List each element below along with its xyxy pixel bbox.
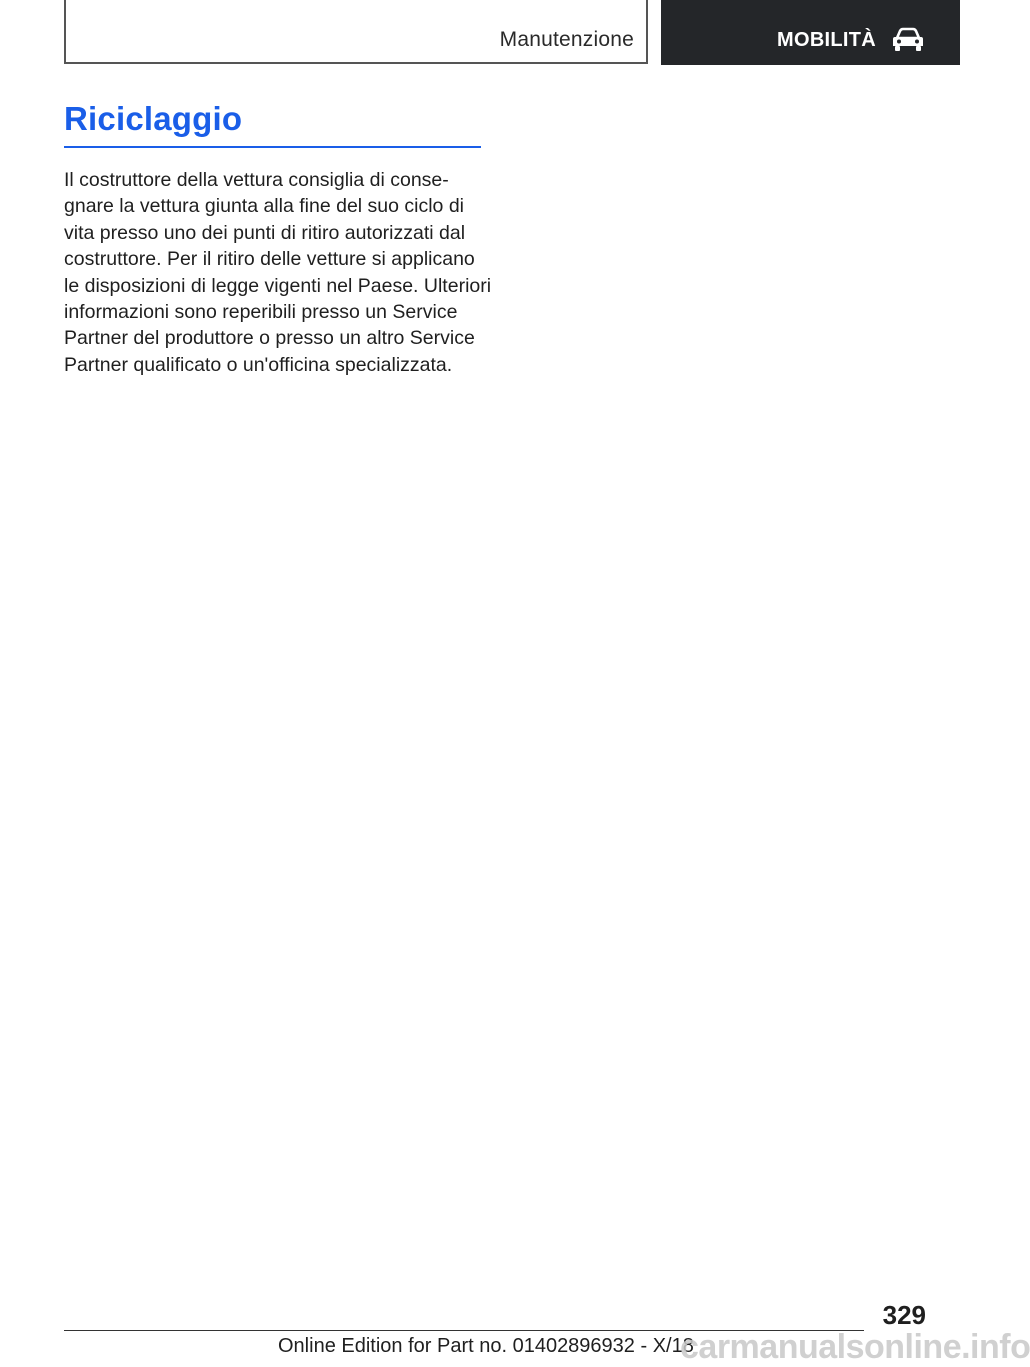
- paragraph-line: informazioni sono reperibili presso un Service: [64, 301, 458, 324]
- car-icon: [890, 26, 926, 54]
- paragraph-line: vita presso uno dei punti di ritiro autorizzati dal: [64, 221, 466, 244]
- edition-text: Online Edition for Part no. 01402896932 - X/18: [278, 1335, 694, 1357]
- title-divider: [64, 146, 481, 148]
- chapter-label: MOBILITÀ: [777, 29, 877, 51]
- paragraph-line: Il costruttore della vettura consiglia di conse‐: [64, 169, 449, 191]
- paragraph-line: Partner del produttore o presso un altro Service: [64, 327, 475, 350]
- paragraph-line: gnare la vettura giunta alla fine del suo ciclo di: [64, 195, 464, 218]
- header-section-box: [64, 0, 648, 64]
- page-number: 329: [882, 1300, 926, 1330]
- paragraph-line: costruttore. Per il ritiro delle vetture si applicano: [64, 248, 475, 271]
- paragraph-line: le disposizioni di legge vigenti nel Paese. Ulteriori: [64, 274, 492, 297]
- paragraph-line: Partner qualificato o un'officina specializzata.: [64, 353, 453, 376]
- chapter-tab: [661, 0, 960, 65]
- watermark-logo: carmanualsonline.info: [680, 1328, 1030, 1366]
- page-title: Riciclaggio: [64, 100, 243, 137]
- section-label: Manutenzione: [499, 28, 634, 51]
- recycling-paragraph: [64, 167, 492, 378]
